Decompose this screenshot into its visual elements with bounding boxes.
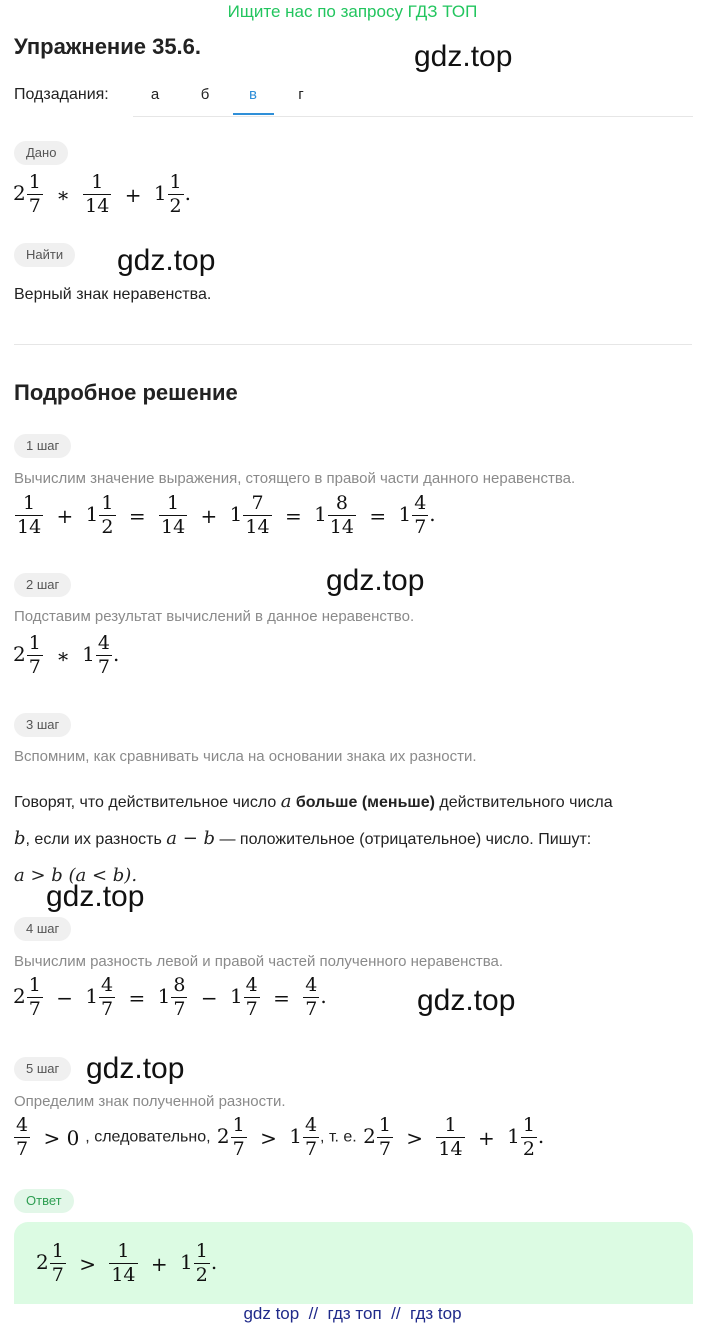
divider bbox=[14, 344, 692, 345]
given-label: Дано bbox=[14, 141, 68, 165]
step-2-math: 2 $\frac{1}{7}$ ∗ 1 $\frac{4}{7}$ . bbox=[13, 632, 120, 678]
step-3-label: 3 шаг bbox=[14, 713, 71, 737]
step-1-math: $\frac{1}{14}$ + 1 $\frac{1}{2}$ = $\frac{1}{14}$ + 1 $\frac{7}{14}$ = 1 $\frac{8}{14}$ = 1 $\frac{4}{7}$ . bbox=[17, 492, 436, 538]
step-1-text: Вычислим значение выражения, стоящего в правой части данного неравенства. bbox=[14, 470, 576, 487]
step-3-body: Говорят, что действительное число a больше (меньше) действительного числа b, если их разность a − b — положительное (отрицательное) число. Пишут: a > b (a < b). bbox=[14, 791, 613, 886]
step-2-label: 2 шаг bbox=[14, 573, 71, 597]
subtasks-label: Подзадания: bbox=[14, 86, 109, 103]
tab-g[interactable]: г bbox=[298, 86, 304, 103]
watermark: gdz.top bbox=[417, 984, 516, 1017]
tab-v[interactable]: в bbox=[249, 86, 257, 103]
watermark: gdz.top bbox=[414, 40, 513, 73]
tab-a[interactable]: а bbox=[150, 86, 160, 103]
page-title: Упражнение 35.6. bbox=[14, 34, 202, 59]
find-label: Найти bbox=[14, 243, 75, 267]
step-1-label: 1 шаг bbox=[14, 434, 71, 458]
step-5-math: $\frac{4}{7}$ > 0 , следовательно, 2 $\frac{1}{7}$ > 1 $\frac{4}{7}$ , т. е. 2 $\frac{1}{7}$ > $\frac{1}{14}$ + 1 $\frac{1}{2}$ . bbox=[16, 1114, 545, 1160]
answer-math: 2 $\frac{1}{7}$ > $\frac{1}{14}$ + 1 $\frac{1}{2}$ . bbox=[36, 1240, 218, 1286]
watermark: gdz.top bbox=[117, 244, 216, 277]
step-4-text: Вычислим разность левой и правой частей полученного неравенства. bbox=[14, 953, 504, 970]
find-text: Верный знак неравенства. bbox=[14, 286, 212, 303]
subtask-tabs bbox=[133, 80, 693, 117]
step-3-text: Вспомним, как сравнивать числа на основании знака их разности. bbox=[14, 748, 477, 765]
step-5-text: Определим знак полученной разности. bbox=[14, 1093, 286, 1110]
watermark: gdz.top bbox=[46, 880, 145, 913]
footer-watermark: gdz top // гдз топ // гдз top bbox=[243, 1304, 462, 1323]
watermark: gdz.top bbox=[86, 1052, 185, 1085]
active-tab-indicator bbox=[233, 113, 274, 115]
step-4-label: 4 шаг bbox=[14, 917, 71, 941]
promo-banner: Ищите нас по запросу ГДЗ ТОП bbox=[227, 2, 478, 21]
step-5-label: 5 шаг bbox=[14, 1057, 71, 1081]
step-2-text: Подставим результат вычислений в данное неравенство. bbox=[14, 608, 415, 625]
solution-title: Подробное решение bbox=[14, 380, 238, 405]
given-expression: 2 $\frac{1}{7}$ ∗ $\frac{1}{14}$ + 1 $\frac{1}{2}$ . bbox=[13, 171, 191, 217]
answer-label: Ответ bbox=[14, 1189, 74, 1213]
tab-b[interactable]: б bbox=[200, 86, 210, 103]
step-4-math: 2 $\frac{1}{7}$ − 1 $\frac{4}{7}$ = 1 $\frac{8}{7}$ − 1 $\frac{4}{7}$ = $\frac{4}{7}$ . bbox=[13, 974, 327, 1020]
watermark: gdz.top bbox=[326, 564, 425, 597]
